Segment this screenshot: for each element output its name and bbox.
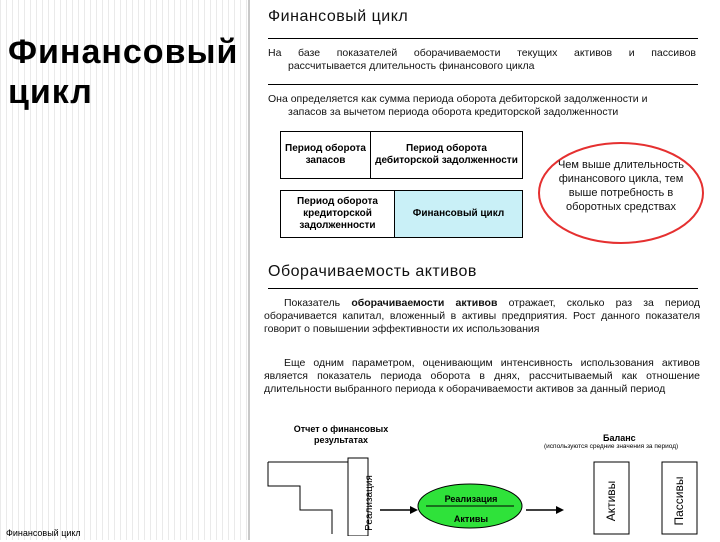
- report-title: Отчет о финансовых результатах: [293, 424, 389, 445]
- footer-label: Финансовый цикл: [6, 528, 81, 538]
- section2-para1-pre: Показатель: [284, 297, 352, 309]
- ellipse-top-label: Реализация: [444, 494, 498, 504]
- section1-heading: Финансовый цикл: [268, 8, 409, 25]
- section2-para1-bold: оборачиваемости активов: [351, 297, 498, 309]
- section2-heading: Оборачиваемость активов: [268, 263, 477, 280]
- callout-text: Чем выше длительность финансового цикла, тем выше потребность в оборотных средствах: [557, 159, 685, 213]
- section1-para1-line2: рассчитывается длительность финансового цикла: [288, 60, 535, 72]
- liabilities-vertical-label: Пассивы: [672, 476, 686, 526]
- slide-title: [8, 32, 238, 112]
- ellipse-bottom-label: Активы: [453, 514, 489, 524]
- payables-period-cell: Период оборота кредиторской задолженности: [280, 190, 395, 238]
- assets-vertical-label: Активы: [604, 480, 618, 522]
- section2-para2: Еще одним параметром, оценивающим интенсивность использования активов является показатель периода оборота в днях, рассчитываемый как отношение длительности выбранного периода к оборачиваемости активов за данный период: [264, 357, 700, 395]
- section1-rule-2: [268, 84, 698, 85]
- balance-note: (используются средние значения за период): [544, 443, 679, 450]
- balance-title: Баланс: [603, 433, 636, 443]
- section1-para2-line1: Она определяется как сумма периода оборота дебиторской задолженности и: [268, 93, 648, 105]
- section1-rule: [268, 38, 698, 39]
- receivables-period-cell: Период оборота дебиторской задолженности: [371, 131, 523, 179]
- inventory-period-cell: Период оборота запасов: [280, 131, 371, 179]
- section2-rule: [268, 288, 698, 289]
- sales-vertical-label: Реализация: [364, 475, 375, 531]
- section1-para2-line2: запасов за вычетом периода оборота кредиторской задолженности: [288, 106, 619, 118]
- section2-para1: [264, 297, 700, 349]
- slide-title-line2: цикл: [8, 73, 93, 111]
- slide-title-line1: Финансовый: [8, 33, 239, 71]
- sidebar-divider: [248, 0, 250, 540]
- section2-para1-post: отражает, сколько раз за период оборачивается капитал, вложенный в активы предприятия. Рост данного показателя говорит о повышении эффективности их использования: [264, 297, 700, 335]
- section1-para1-line1: На базе показателей оборачиваемости текущих активов и пассивов: [268, 47, 696, 59]
- financial-cycle-cell: Финансовый цикл: [395, 190, 523, 238]
